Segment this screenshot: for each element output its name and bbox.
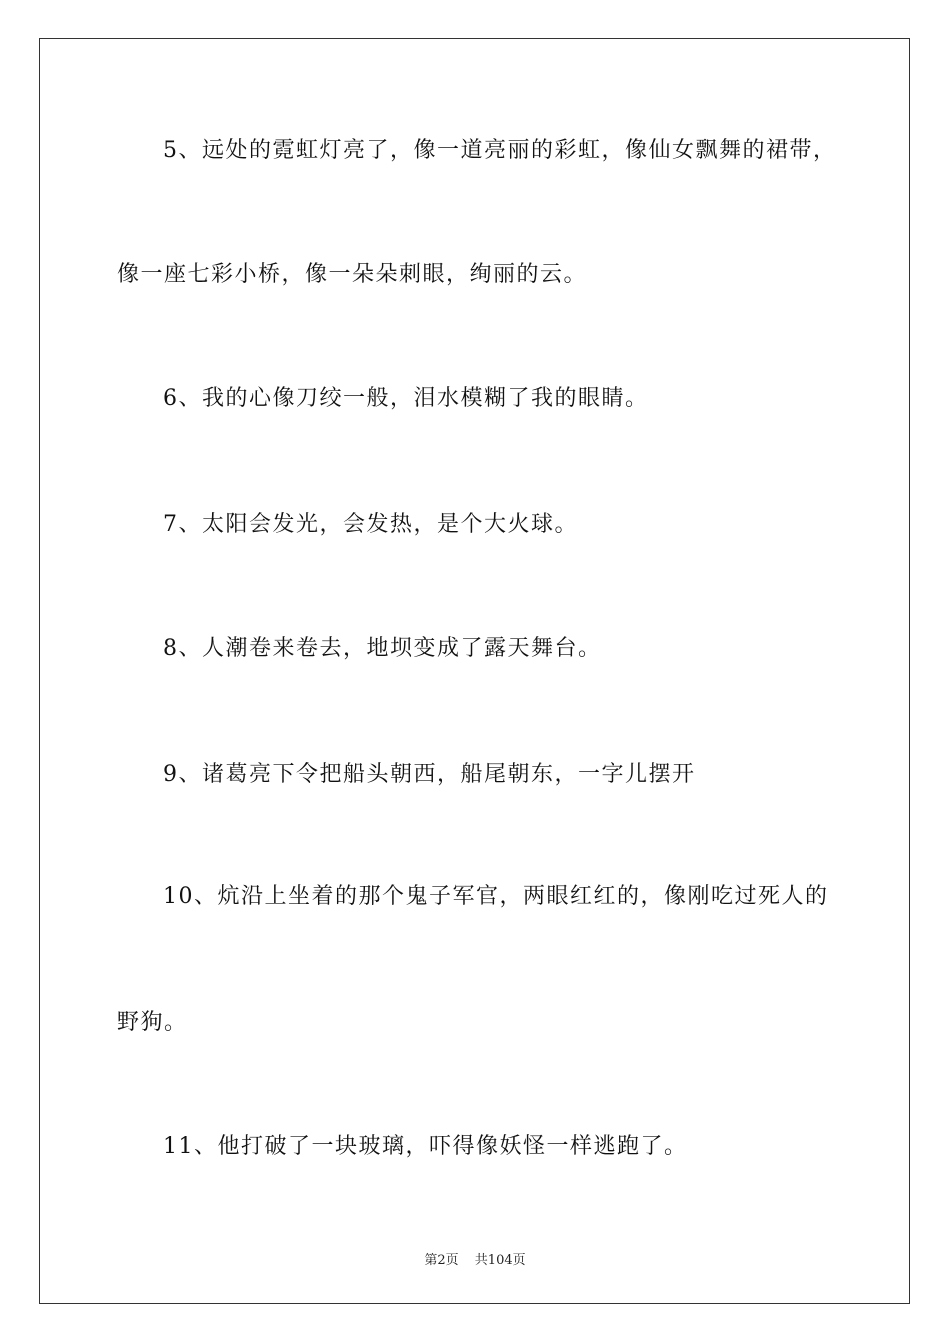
page-number: 第2页 — [424, 1253, 459, 1268]
page-footer — [0, 1249, 950, 1268]
total-pages: 共104页 — [474, 1253, 526, 1268]
paragraph-11: 11、他打破了一块玻璃，吓得像妖怪一样逃跑了。 — [163, 1134, 688, 1159]
paragraph-5-line-2: 像一座七彩小桥，像一朵朵刺眼，绚丽的云。 — [117, 262, 588, 287]
paragraph-10-line-1: 10、炕沿上坐着的那个鬼子军官，两眼红红的，像刚吃过死人的 — [163, 884, 829, 909]
page-border — [39, 38, 910, 1304]
paragraph-7: 7、太阳会发光，会发热，是个大火球。 — [163, 512, 578, 537]
paragraph-8: 8、人潮卷来卷去，地坝变成了露天舞台。 — [163, 636, 602, 661]
paragraph-9: 9、诸葛亮下令把船头朝西，船尾朝东，一字儿摆开 — [163, 762, 696, 787]
paragraph-6: 6、我的心像刀绞一般，泪水模糊了我的眼睛。 — [163, 386, 649, 411]
paragraph-5-line-1: 5、远处的霓虹灯亮了，像一道亮丽的彩虹，像仙女飘舞的裙带， — [163, 138, 837, 163]
paragraph-10-line-2: 野狗。 — [117, 1010, 188, 1035]
